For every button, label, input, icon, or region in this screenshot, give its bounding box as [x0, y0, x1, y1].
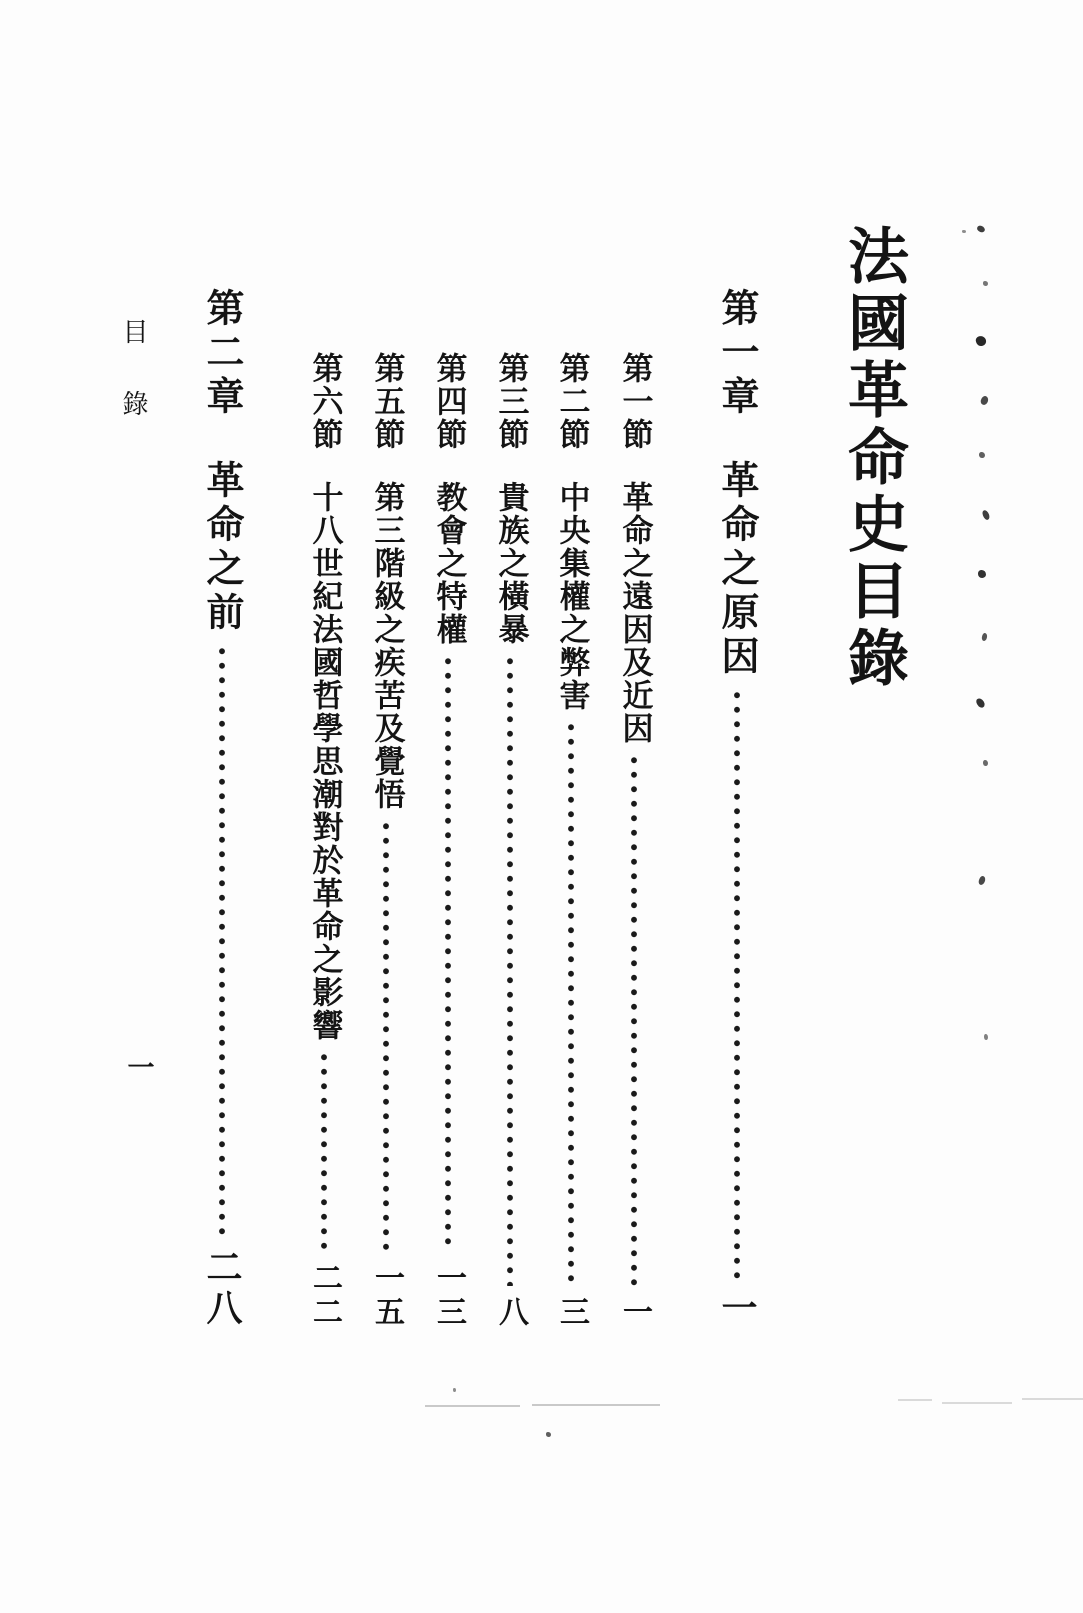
ink-speck — [984, 1034, 988, 1040]
ink-speck — [977, 875, 986, 886]
toc-entry-section-2 — [549, 352, 593, 1330]
dot-leader — [630, 753, 638, 1286]
toc-entry-section-6 — [302, 352, 346, 1330]
toc-entry-page: 二二 — [307, 1262, 342, 1330]
toc-entry-page: 一三 — [431, 1262, 466, 1330]
toc-entry-section-1 — [612, 352, 656, 1330]
toc-entry-label: 第三節 — [492, 352, 529, 451]
toc-entry-page: 一 — [617, 1296, 652, 1330]
toc-entry-label: 第一章 — [715, 288, 760, 420]
scan-artifact-line — [532, 1404, 660, 1406]
ink-speck — [979, 452, 985, 458]
toc-entry-label: 第一節 — [616, 352, 653, 451]
ink-speck — [962, 230, 966, 233]
ink-speck — [983, 281, 988, 286]
scan-artifact-line — [425, 1405, 520, 1407]
toc-entry-label: 第二章 — [200, 288, 245, 420]
toc-entry-title: 革命之原因 — [715, 460, 760, 680]
scan-artifact-line — [1022, 1398, 1083, 1400]
folio-number: 一 — [127, 1053, 155, 1084]
toc-entry-page: 三 — [554, 1296, 589, 1330]
ink-speck — [983, 760, 988, 766]
ink-speck — [975, 697, 986, 709]
toc-entry-title: 中央集權之弊害 — [553, 481, 590, 712]
toc-entry-title: 第三階級之疾苦及覺悟 — [368, 481, 405, 811]
ink-speck — [979, 395, 990, 406]
dot-leader — [218, 644, 226, 1238]
toc-entry-label: 第五節 — [368, 352, 405, 451]
toc-entry-chapter-1 — [711, 288, 763, 1330]
toc-entry-title: 貴族之橫暴 — [492, 481, 529, 646]
ink-speck — [546, 1432, 551, 1437]
toc-entry-title: 革命之遠因及近因 — [616, 481, 653, 745]
scan-artifact-line — [898, 1399, 932, 1401]
ink-speck — [981, 632, 988, 641]
toc-entry-label: 第二節 — [553, 352, 590, 451]
running-header: 目錄 — [118, 318, 148, 462]
toc-entry-label: 第四節 — [430, 352, 467, 451]
ink-speck — [976, 225, 986, 233]
book-title: 法國革命史目錄 — [838, 224, 909, 693]
ink-speck — [978, 570, 986, 578]
toc-entry-title: 教會之特權 — [430, 481, 467, 646]
toc-entry-page: 一 — [716, 1289, 758, 1330]
dot-leader — [444, 654, 452, 1252]
ink-speck — [981, 509, 990, 520]
toc-entry-label: 第六節 — [306, 352, 343, 451]
dot-leader — [567, 720, 575, 1286]
toc-entry-title: 革命之前 — [200, 460, 245, 636]
dot-leader — [506, 654, 514, 1286]
dot-leader — [733, 688, 741, 1279]
toc-entry-chapter-2 — [196, 288, 248, 1330]
dot-leader — [320, 1050, 328, 1252]
toc-entry-page: 二八 — [201, 1248, 243, 1330]
toc-entry-title: 十八世紀法國哲學思潮對於革命之影響 — [306, 481, 343, 1042]
ink-speck — [975, 335, 987, 347]
toc-entry-section-5 — [364, 352, 408, 1330]
dot-leader — [382, 819, 390, 1252]
scan-artifact-line — [942, 1402, 1012, 1404]
ink-speck — [453, 1388, 456, 1392]
toc-entry-page: 八 — [493, 1296, 528, 1330]
toc-entry-page: 一五 — [369, 1262, 404, 1330]
toc-entry-section-4 — [426, 352, 470, 1330]
toc-entry-section-3 — [488, 352, 532, 1330]
